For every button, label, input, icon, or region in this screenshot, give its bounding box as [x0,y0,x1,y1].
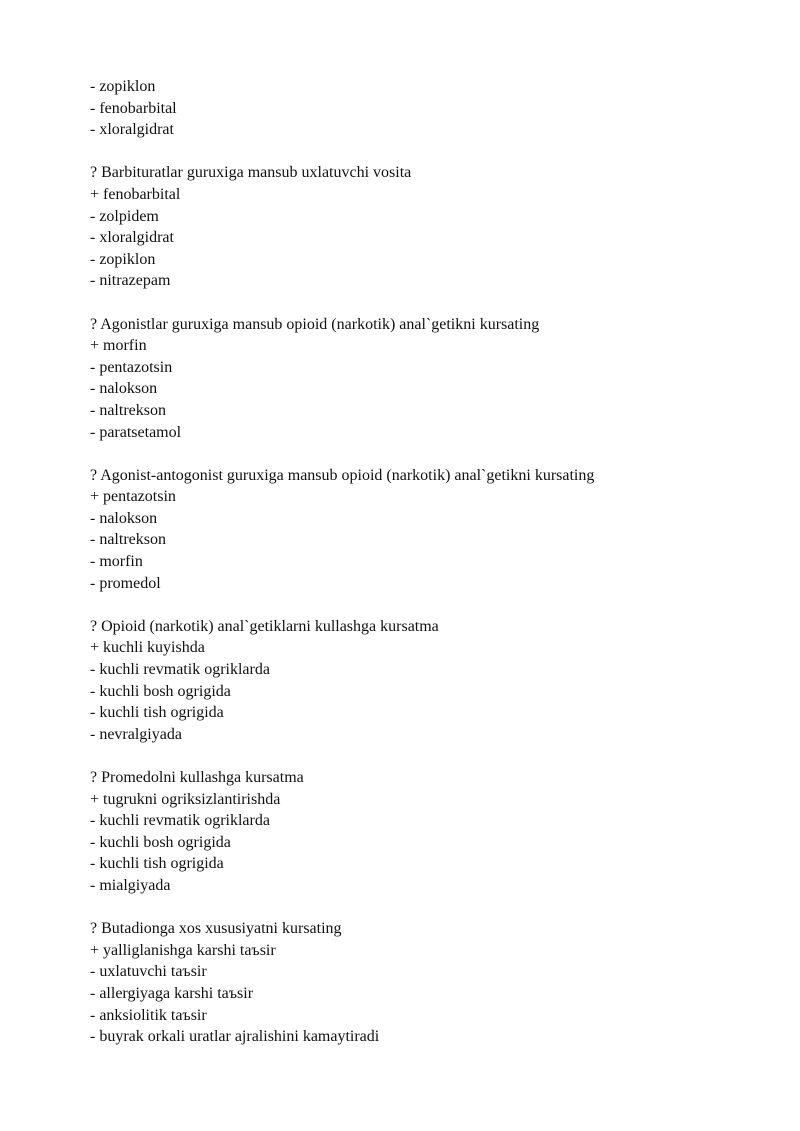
question-text: ? Agonist-antogonist guruxiga mansub opioid (narkotik) anal`getikni kursating [90,466,595,484]
blank-line [90,292,770,314]
answer-option: - fenobarbital [90,99,177,117]
answer-option: - uxlatuvchi taъsir [90,963,207,981]
answer-option: - naltrekson [90,401,166,419]
correct-answer: + yalliglanishga karshi taъsir [90,941,276,959]
answer-option: - nitrazepam [90,272,171,290]
question-text: ? Barbituratlar guruxiga mansub uxlatuvchi vosita [90,164,412,182]
answer-option: - kuchli revmatik ogriklarda [90,661,270,679]
question-text: ? Agonistlar guruxiga mansub opioid (narkotik) anal`getikni kursating [90,315,540,333]
answer-option: - kuchli tish ogrigida [90,855,224,873]
answer-option: - nevralgiyada [90,725,182,743]
question-text: ? Promedolni kullashga kursatma [90,769,304,786]
correct-answer: + morfin [90,337,147,355]
answer-option: - promedol [90,574,161,592]
answer-option: - paratsetamol [90,423,182,441]
answer-option: - mialgiyada [90,876,171,894]
answer-option: - kuchli bosh ogrigida [90,682,231,700]
answer-option: - kuchli bosh ogrigida [90,833,231,851]
blank-line [90,745,770,767]
answer-option: - naltrekson [90,531,166,549]
answer-option: - zopiklon [90,78,156,95]
question-text: ? Butadionga xos xususiyatni kursating [90,920,342,938]
answer-option: - zopiklon [90,250,156,268]
answer-option: - xloralgidrat [90,121,174,139]
correct-answer: + tugrukni ogriksizlantirishda [90,790,281,808]
answer-option: - xloralgidrat [90,229,174,247]
answer-option: - morfin [90,553,143,571]
document-page [90,76,770,1048]
question-text: ? Opioid (narkotik) anal`getiklarni kullashga kursatma [90,617,439,635]
answer-option: - anksiolitik taъsir [90,1006,207,1024]
correct-answer: + pentazotsin [90,488,176,506]
answer-option: - kuchli tish ogrigida [90,704,224,722]
blank-line [90,594,770,616]
correct-answer: + fenobarbital [90,185,181,203]
answer-option: - nalokson [90,380,158,398]
answer-option: - allergiyaga karshi taъsir [90,984,254,1002]
blank-line [90,141,770,163]
answer-option: - buyrak orkali uratlar ajralishini kamaytiradi [90,1028,380,1046]
blank-line [90,897,770,919]
answer-option: - kuchli revmatik ogriklarda [90,812,270,830]
blank-line [90,443,770,465]
correct-answer: + kuchli kuyishda [90,639,205,657]
answer-option: - pentazotsin [90,358,173,376]
answer-option: - zolpidem [90,207,159,225]
answer-option: - nalokson [90,509,158,527]
